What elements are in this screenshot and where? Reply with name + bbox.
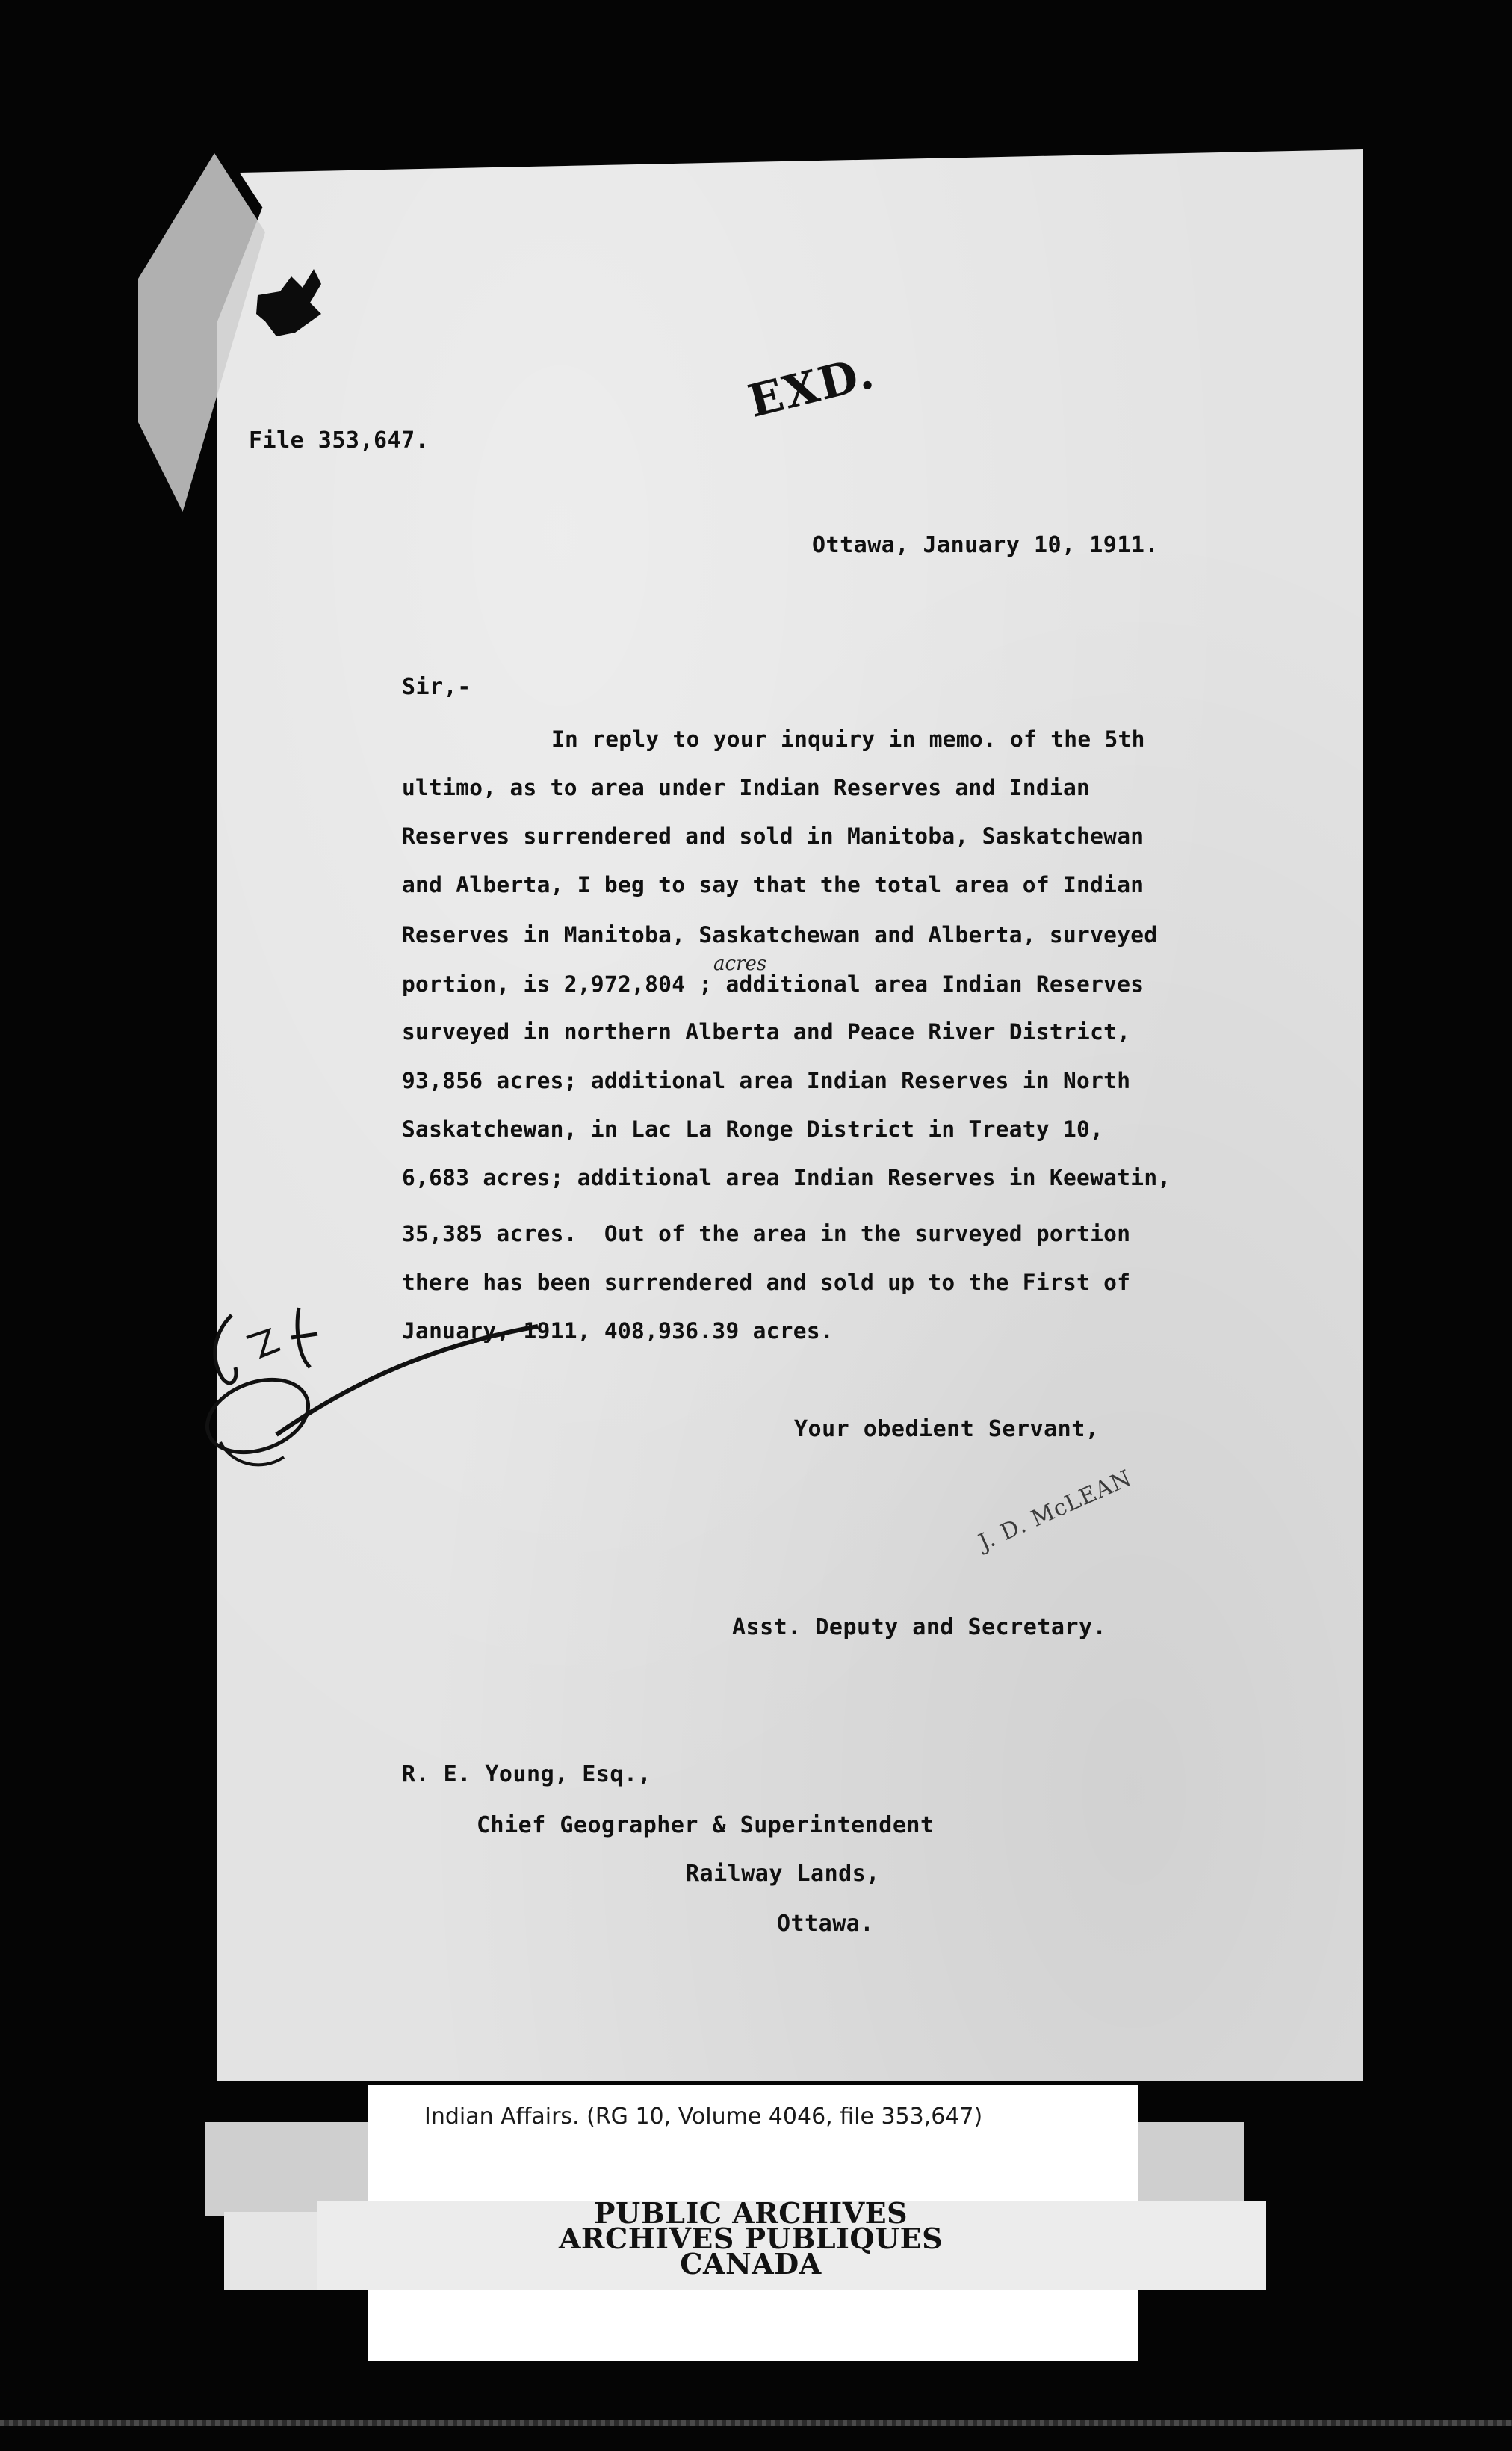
signature-stamp: J. D. McLEAN — [975, 1465, 1136, 1556]
salutation: Sir,- — [402, 674, 471, 700]
body-line: January, 1911, 408,936.39 acres. — [402, 1318, 834, 1344]
exd-stamp: EXD. — [743, 346, 880, 428]
body-line: portion, is 2,972,804 ; additional area Indian Reserves — [402, 971, 1144, 997]
body-line: Saskatchewan, in Lac La Ronge District in Treaty 10, — [402, 1116, 1104, 1142]
body-line: ultimo, as to area under Indian Reserves and Indian — [402, 775, 1091, 800]
handwritten-insert: acres — [713, 953, 767, 975]
closing: Your obedient Servant, — [794, 1416, 1100, 1442]
body-line: surveyed in northern Alberta and Peace River District, — [402, 1019, 1131, 1045]
archive-stamp — [527, 2196, 975, 2281]
archive-reference: Indian Affairs. (RG 10, Volume 4046, file 353,647) — [424, 2104, 983, 2130]
addressee-city: Ottawa. — [777, 1911, 874, 1937]
body-line: 6,683 acres; additional area Indian Reserves in Keewatin, — [402, 1165, 1171, 1190]
body-line: In reply to your inquiry in memo. of the 5th — [551, 726, 1145, 752]
body-line: 35,385 acres. Out of the area in the surveyed portion — [402, 1221, 1131, 1246]
body-line: there has been surrendered and sold up to the First of — [402, 1270, 1131, 1295]
film-edge — [0, 2420, 1512, 2426]
handwritten-annotation — [187, 1285, 575, 1509]
archive-stamp-line: CANADA — [680, 2247, 822, 2281]
file-reference: File 353,647. — [249, 427, 430, 454]
addressee-title: Chief Geographer & Superintendent — [477, 1812, 935, 1838]
archive-stamp-line: ARCHIVES PUBLIQUES — [558, 2222, 944, 2255]
addressee-office: Railway Lands, — [686, 1861, 880, 1887]
ink-blot-mark — [250, 262, 340, 351]
archive-stamp-line: PUBLIC ARCHIVES — [593, 2196, 908, 2230]
signer-title: Asst. Deputy and Secretary. — [732, 1614, 1107, 1640]
body-line: Reserves surrendered and sold in Manitoba, Saskatchewan — [402, 823, 1144, 849]
body-line: 93,856 acres; additional area Indian Reserves in North — [402, 1068, 1131, 1093]
body-line: and Alberta, I beg to say that the total area of Indian — [402, 872, 1144, 897]
addressee-name: R. E. Young, Esq., — [402, 1761, 652, 1787]
body-line: Reserves in Manitoba, Saskatchewan and Alberta, surveyed — [402, 922, 1158, 948]
place-date: Ottawa, January 10, 1911. — [812, 532, 1159, 558]
